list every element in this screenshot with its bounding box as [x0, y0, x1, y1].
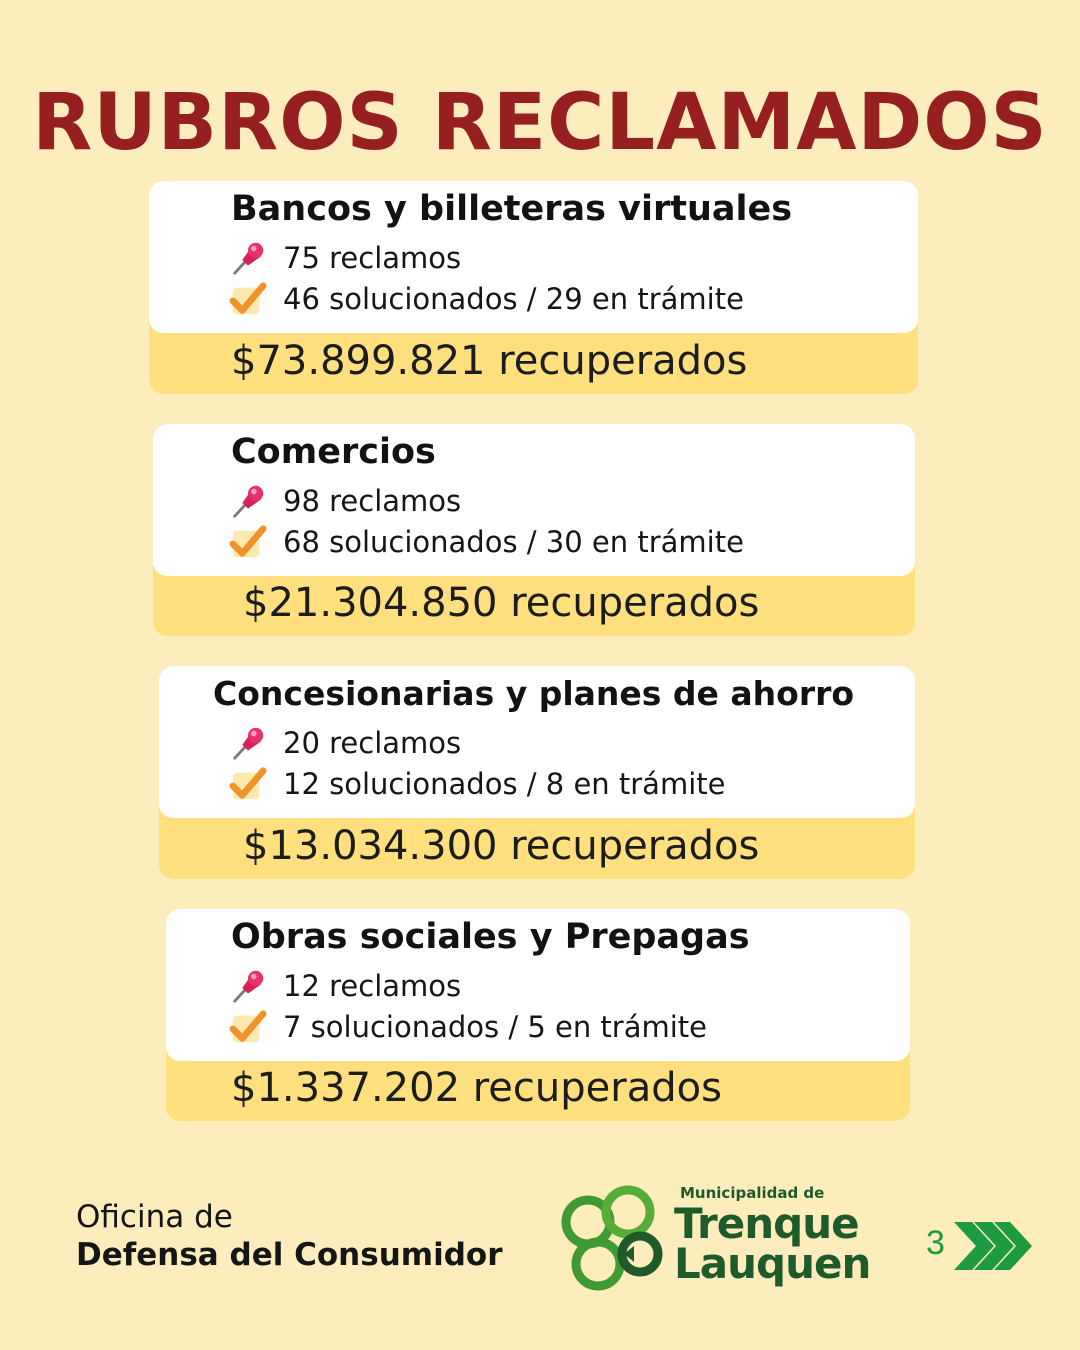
recovered-amount: $21.304.850 recuperados — [243, 580, 760, 626]
claims-row — [229, 482, 461, 520]
card-top — [149, 181, 918, 333]
claims-count: 98 reclamos — [283, 484, 462, 518]
claims-row — [229, 239, 461, 277]
category-card-banks — [149, 181, 918, 394]
status-text: 7 solucionados / 5 en trámite — [283, 1010, 708, 1044]
logo-line-2: Lauquen — [674, 1239, 871, 1288]
category-title: Comercios — [231, 432, 436, 472]
logo-caption: Municipalidad de — [680, 1184, 825, 1202]
pushpin-icon — [229, 967, 267, 1005]
claims-row — [229, 967, 461, 1005]
checkmark-icon — [229, 523, 267, 561]
card-top — [153, 424, 915, 576]
status-text: 68 solucionados / 30 en trámite — [283, 525, 744, 559]
category-title: Obras sociales y Prepagas — [231, 917, 750, 957]
card-top — [166, 909, 910, 1061]
claims-count: 12 reclamos — [283, 969, 462, 1003]
pushpin-icon — [229, 239, 267, 277]
category-card-dealerships — [159, 666, 915, 879]
status-text: 46 solucionados / 29 en trámite — [283, 282, 744, 316]
status-row — [229, 280, 744, 318]
office-name — [76, 1198, 502, 1274]
next-arrows-icon — [950, 1216, 1040, 1276]
claims-count: 20 reclamos — [283, 726, 462, 760]
pushpin-icon — [229, 482, 267, 520]
office-line-2: Defensa del Consumidor — [76, 1237, 503, 1273]
page-number: 3 — [926, 1224, 945, 1262]
claims-row — [229, 724, 461, 762]
recycle-circles-icon — [560, 1184, 670, 1294]
recovered-amount: $73.899.821 recuperados — [231, 338, 748, 384]
page-title: RUBROS RECLAMADOS — [32, 78, 1048, 168]
status-row — [229, 1008, 707, 1046]
logo-line-1: Trenque — [674, 1199, 859, 1248]
category-title: Concesionarias y planes de ahorro — [213, 674, 855, 713]
status-row — [229, 765, 725, 803]
category-card-health — [166, 909, 910, 1121]
category-card-stores — [153, 424, 915, 636]
recovered-amount: $1.337.202 recuperados — [231, 1065, 722, 1111]
logo-wordmark — [674, 1199, 871, 1288]
checkmark-icon — [229, 765, 267, 803]
recovered-amount: $13.034.300 recuperados — [243, 823, 760, 869]
category-title: Bancos y billeteras virtuales — [231, 189, 793, 229]
status-text: 12 solucionados / 8 en trámite — [283, 767, 726, 801]
checkmark-icon — [229, 1008, 267, 1046]
pushpin-icon — [229, 724, 267, 762]
claims-count: 75 reclamos — [283, 241, 462, 275]
checkmark-icon — [229, 280, 267, 318]
office-line-1: Oficina de — [76, 1199, 233, 1235]
card-top — [159, 666, 915, 818]
status-row — [229, 523, 744, 561]
municipality-logo — [560, 1180, 880, 1290]
